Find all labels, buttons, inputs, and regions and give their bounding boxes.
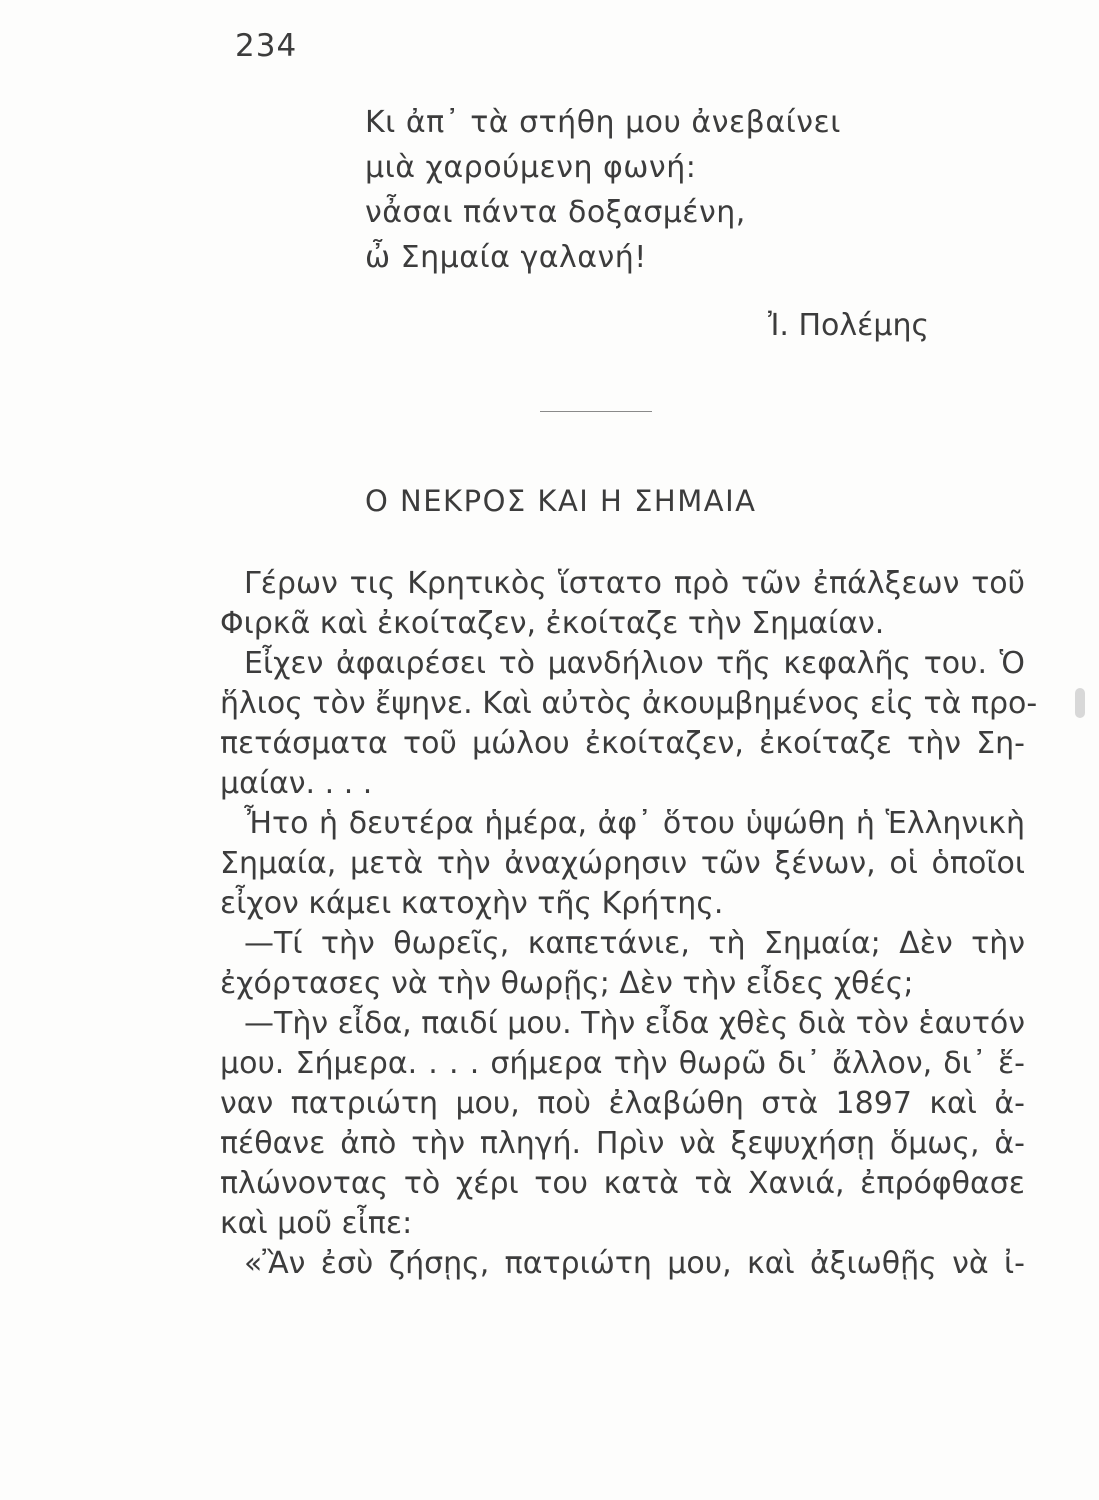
page-number: 234 bbox=[235, 28, 298, 64]
body-line: πλώνοντας τὸ χέρι του κατὰ τὰ Χανιά, ἐπρόφθασε bbox=[220, 1166, 1025, 1201]
body-line: ἥλιος τὸν ἔψηνε. Καὶ αὐτὸς ἀκουμβημένος εἰς τὰ προ- bbox=[220, 686, 1038, 721]
body-line: Ἦτο ἡ δευτέρα ἡμέρα, ἀφ᾽ ὅτου ὑψώθη ἡ Ἑλληνικὴ bbox=[244, 806, 1025, 841]
body-line: «Ἂν ἐσὺ ζήσῃς, πατριώτη μου, καὶ ἀξιωθῇς νὰ ἰ- bbox=[244, 1246, 1025, 1281]
poem-line: Κι ἀπ᾽ τὰ στήθη μου ἀνεβαίνει bbox=[365, 105, 841, 140]
body-line: Φιρκᾶ καὶ ἐκοίταζεν, ἐκοίταζε τὴν Σημαίαν. bbox=[220, 606, 885, 641]
poem-author-signature: Ἰ. Πολέμης bbox=[768, 308, 930, 343]
body-line: Γέρων τις Κρητικὸς ἵστατο πρὸ τῶν ἐπάλξεων τοῦ bbox=[244, 566, 1025, 601]
body-line: μου. Σήμερα. . . . σήμερα τὴν θωρῶ δι᾽ ἄλλον, δι᾽ ἕ- bbox=[220, 1046, 1025, 1081]
body-line: —Τί τὴν θωρεῖς, καπετάνιε, τὴ Σημαία; Δὲν τὴν bbox=[244, 926, 1025, 961]
body-line: —Τὴν εἶδα, παιδί μου. Τὴν εἶδα χθὲς διὰ τὸν ἑαυτόν bbox=[244, 1006, 1025, 1041]
body-line: εἶχον κάμει κατοχὴν τῆς Κρήτης. bbox=[220, 886, 724, 921]
poem-line: μιὰ χαρούμενη φωνή: bbox=[365, 150, 697, 185]
body-line: ναν πατριώτη μου, ποὺ ἐλαβώθη στὰ 1897 καὶ ἀ- bbox=[220, 1086, 1025, 1121]
body-line: πετάσματα τοῦ μώλου ἐκοίταζεν, ἐκοίταζε τὴν Ση- bbox=[220, 726, 1025, 761]
poem-line: νἆσαι πάντα δοξασμένη, bbox=[365, 195, 746, 230]
scan-speck bbox=[1075, 688, 1085, 718]
section-divider bbox=[540, 411, 652, 412]
body-line: πέθανε ἀπὸ τὴν πληγή. Πρὶν νὰ ξεψυχήσῃ ὅμως, ἁ- bbox=[220, 1126, 1025, 1161]
article-body bbox=[220, 564, 1038, 1284]
body-line: ἐχόρτασες νὰ τὴν θωρῇς; Δὲν τὴν εἶδες χθές; bbox=[220, 966, 914, 1001]
poem-stanza bbox=[365, 100, 841, 280]
poem-line: ὦ Σημαία γαλανή! bbox=[365, 240, 647, 275]
body-line: Εἶχεν ἀφαιρέσει τὸ μανδήλιον τῆς κεφαλῆς του. Ὁ bbox=[244, 646, 1025, 681]
article-title: Ο ΝΕΚΡΟΣ ΚΑΙ Η ΣΗΜΑΙΑ bbox=[365, 484, 757, 518]
body-line: Σημαία, μετὰ τὴν ἀναχώρησιν τῶν ξένων, οἱ ὁποῖοι bbox=[220, 846, 1025, 881]
body-line: μαίαν. . . . bbox=[220, 766, 373, 801]
body-line: καὶ μοῦ εἶπε: bbox=[220, 1206, 413, 1241]
